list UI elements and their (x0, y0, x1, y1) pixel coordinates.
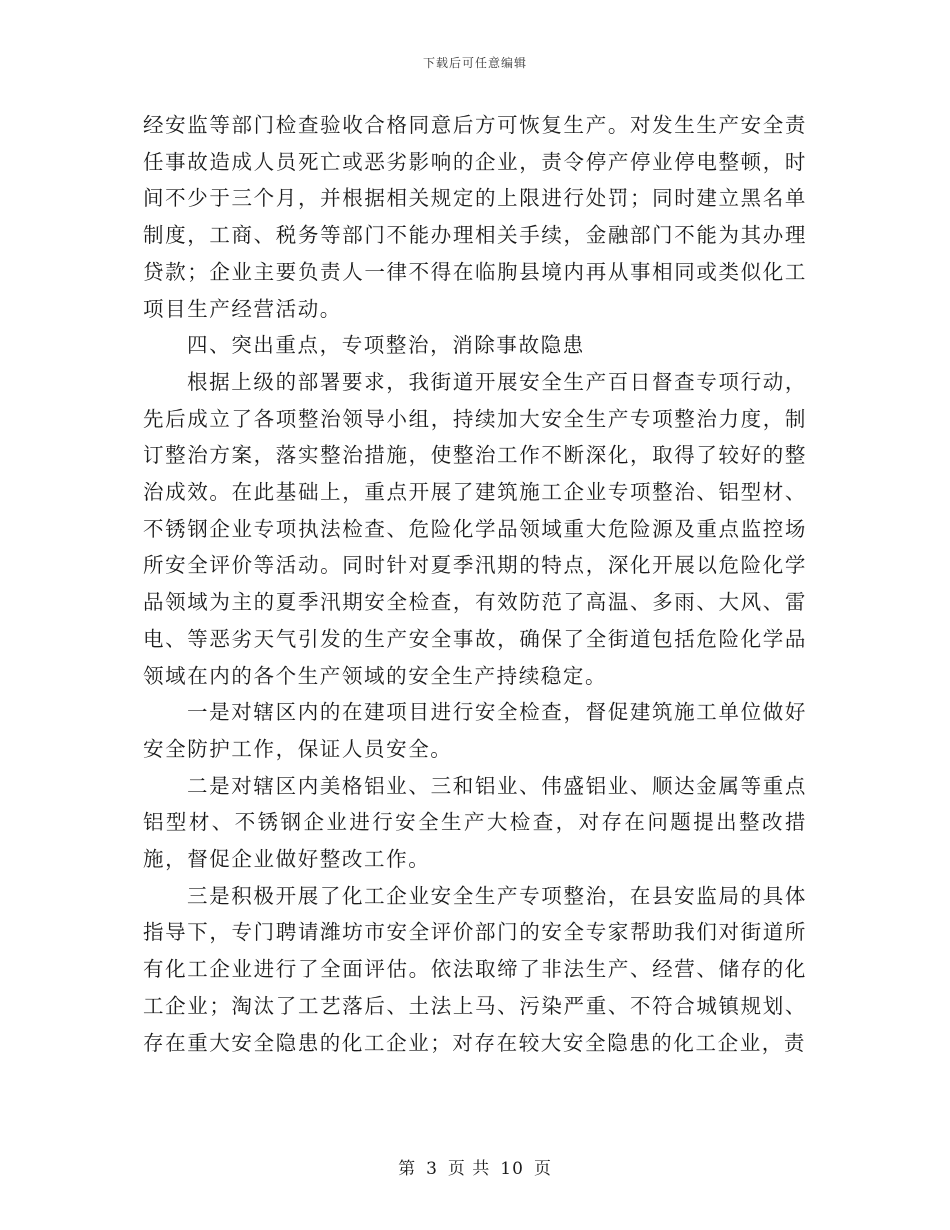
section-heading: 四、突出重点，专项整治，消除事故隐患 (187, 333, 585, 358)
page-number: 3 (426, 1159, 438, 1179)
footer-middle: 页 共 (447, 1159, 491, 1179)
page-header: 下载后可任意编辑 (422, 56, 527, 70)
total-pages: 10 (500, 1159, 524, 1179)
paragraph: 一是对辖区内的在建项目进行安全检查，督促建筑施工单位做好安全防护工作，保证人员安全。 (143, 700, 807, 761)
paragraph: 二是对辖区内美格铝业、三和铝业、伟盛铝业、顺达金属等重点铝型材、不锈钢企业进行安全生产大检查，对存在问题提出整改措施，督促企业做好整改工作。 (143, 773, 807, 872)
paragraph: 根据上级的部署要求，我街道开展安全生产百日督查专项行动，先后成立了各项整治领导小组，持续加大安全生产专项整治力度，制订整治方案，落实整治措施，使整治工作不断深化，取得了较好的整治成效。在此基础上，重点开展了建筑施工企业专项整治、铝型材、不锈钢企业专项执法检查、危险化学品领域重大危险源及重点监控场所安全评价等活动。同时针对夏季汛期的特点，深化开展以危险化学品领域为主的夏季汛期安全检查，有效防范了高温、多雨、大风、雷电、等恶劣天气引发的生产安全事故，确保了全街道包括危险化学品领域在内的各个生产领域的安全生产持续稳定。 (143, 369, 807, 688)
page-footer (0, 1154, 950, 1179)
footer-suffix: 页 (533, 1159, 552, 1179)
footer-prefix: 第 (398, 1159, 417, 1179)
paragraph: 经安监等部门检查验收合格同意后方可恢复生产。对发生生产安全责任事故造成人员死亡或恶劣影响的企业，责令停产停业停电整顿，时间不少于三个月，并根据相关规定的上限进行处罚；同时建立黑名单制度，工商、税务等部门不能办理相关手续，金融部门不能为其办理贷款；企业主要负责人一律不得在临朐县境内再从事相同或类似化工项目生产经营活动。 (143, 113, 807, 321)
paragraph: 三是积极开展了化工企业安全生产专项整治，在县安监局的具体指导下，专门聘请潍坊市安全评价部门的安全专家帮助我们对街道所有化工企业进行了全面评估。依法取缔了非法生产、经营、储存的化工企业；淘汰了工艺落后、土法上马、污染严重、不符合城镇规划、存在重大安全隐患的化工企业；对存在较大安全隐患的化工企业，责 (143, 883, 807, 1055)
document-body (143, 107, 807, 1061)
